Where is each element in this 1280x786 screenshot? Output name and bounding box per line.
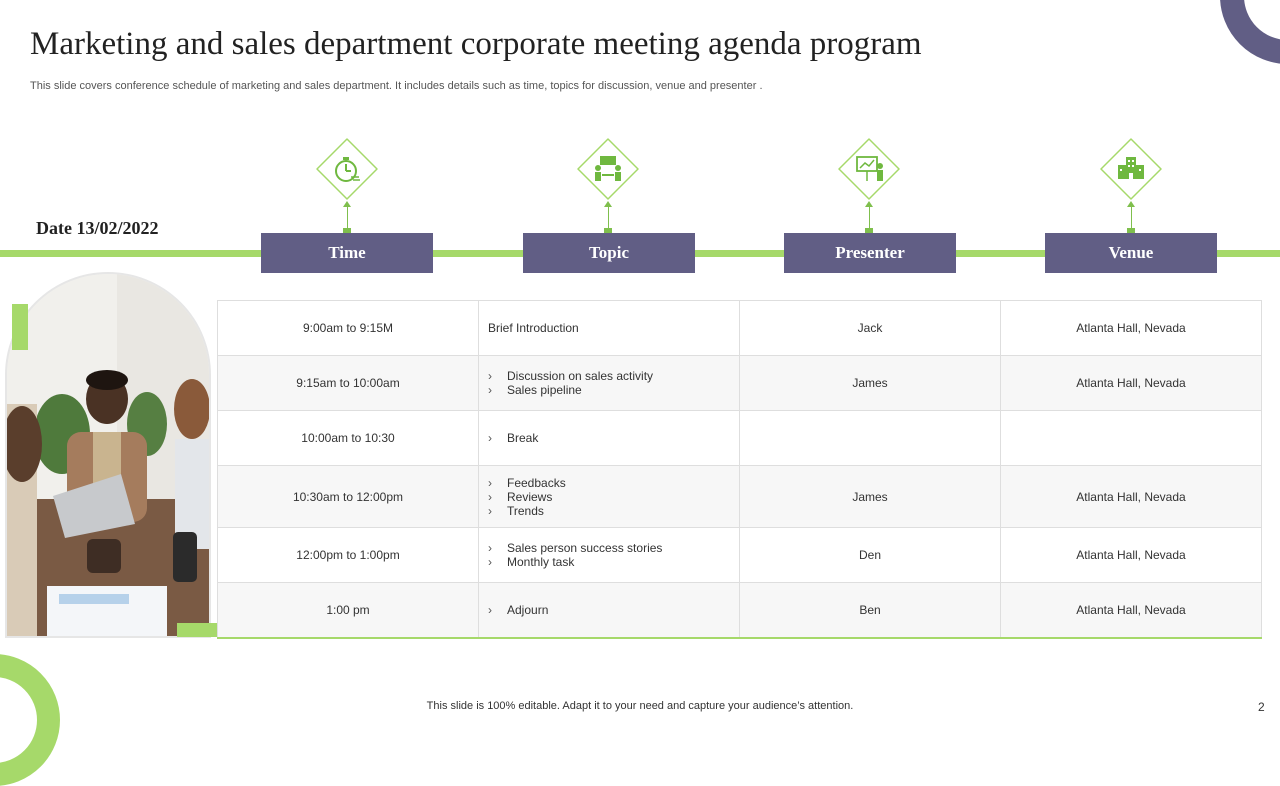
presenter-cell xyxy=(740,411,1001,466)
presenter-cell: James xyxy=(740,466,1001,528)
chevron-right-icon: › xyxy=(488,555,492,569)
chevron-right-icon: › xyxy=(488,383,492,397)
topic-text: Discussion on sales activity xyxy=(507,369,654,383)
venue-cell: Atlanta Hall, Nevada xyxy=(1001,583,1262,638)
topic-text: Monthly task xyxy=(507,555,575,569)
topic-text: Sales person success stories xyxy=(507,541,663,555)
page-number: 2 xyxy=(1258,700,1265,714)
topic-text: Reviews xyxy=(507,489,553,504)
table-row xyxy=(218,411,1262,466)
time-cell: 9:15am to 10:00am xyxy=(218,356,479,411)
accent-bar xyxy=(12,304,28,350)
topic-text: Break xyxy=(507,431,539,445)
chevron-right-icon: › xyxy=(488,541,492,555)
topic-text: Trends xyxy=(507,503,544,518)
venue-cell: Atlanta Hall, Nevada xyxy=(1001,301,1262,356)
time-cell: 12:00pm to 1:00pm xyxy=(218,528,479,583)
connector-line xyxy=(608,203,609,230)
topic-item xyxy=(488,555,739,569)
agenda-table xyxy=(217,300,1262,639)
venue-cell xyxy=(1001,411,1262,466)
presenter-icon xyxy=(837,137,901,201)
corner-decoration-arc-bottom xyxy=(0,654,60,786)
table-row xyxy=(218,583,1262,638)
topic-cell xyxy=(479,411,740,466)
column-header-venue: Venue xyxy=(1045,233,1217,273)
time-cell: 10:30am to 12:00pm xyxy=(218,466,479,528)
time-cell: 10:00am to 10:30 xyxy=(218,411,479,466)
topic-item xyxy=(488,321,739,335)
venue-cell: Atlanta Hall, Nevada xyxy=(1001,528,1262,583)
venue-cell: Atlanta Hall, Nevada xyxy=(1001,466,1262,528)
topic-text: Adjourn xyxy=(507,602,549,617)
topic-text: Brief Introduction xyxy=(488,321,579,335)
chevron-right-icon: › xyxy=(488,369,492,383)
slide-subtitle: This slide covers conference schedule of marketing and sales department. It includes details such as time, topics for discussion, venue and presenter . xyxy=(30,80,763,92)
meeting-date: Date 13/02/2022 xyxy=(36,218,159,238)
column-header-presenter: Presenter xyxy=(784,233,956,273)
meeting-photo xyxy=(5,272,211,638)
chevron-right-icon: › xyxy=(488,503,492,518)
table-row xyxy=(218,528,1262,583)
chevron-right-icon: › xyxy=(488,489,492,504)
table-row xyxy=(218,356,1262,411)
topic-text: Feedbacks xyxy=(507,475,566,490)
topic-item xyxy=(488,431,739,445)
topic-item xyxy=(488,490,739,504)
topic-item xyxy=(488,369,739,383)
topic-item xyxy=(488,504,739,518)
chevron-right-icon: › xyxy=(488,431,492,445)
chevron-right-icon: › xyxy=(488,475,492,490)
table-row xyxy=(218,301,1262,356)
discussion-icon xyxy=(576,137,640,201)
connector-line xyxy=(347,203,348,230)
corner-decoration-arc xyxy=(1220,0,1280,64)
topic-cell xyxy=(479,466,740,528)
column-header-time: Time xyxy=(261,233,433,273)
slide-title: Marketing and sales department corporate meeting agenda program xyxy=(30,26,922,62)
chevron-right-icon: › xyxy=(488,602,492,617)
time-cell: 9:00am to 9:15M xyxy=(218,301,479,356)
topic-cell xyxy=(479,301,740,356)
topic-item xyxy=(488,603,739,617)
venue-cell: Atlanta Hall, Nevada xyxy=(1001,356,1262,411)
connector-line xyxy=(869,203,870,230)
topic-item xyxy=(488,383,739,397)
presenter-cell: Den xyxy=(740,528,1001,583)
column-header-topic: Topic xyxy=(523,233,695,273)
topic-cell xyxy=(479,528,740,583)
footer-note: This slide is 100% editable. Adapt it to your need and capture your audience’s attention. xyxy=(426,700,854,712)
presenter-cell: Jack xyxy=(740,301,1001,356)
topic-cell xyxy=(479,356,740,411)
presenter-cell: James xyxy=(740,356,1001,411)
topic-item xyxy=(488,476,739,490)
presenter-cell: Ben xyxy=(740,583,1001,638)
topic-text: Sales pipeline xyxy=(507,383,582,397)
table-row xyxy=(218,466,1262,528)
time-cell: 1:00 pm xyxy=(218,583,479,638)
building-icon xyxy=(1099,137,1163,201)
topic-item xyxy=(488,541,739,555)
connector-line xyxy=(1131,203,1132,230)
topic-cell xyxy=(479,583,740,638)
stopwatch-icon xyxy=(315,137,379,201)
